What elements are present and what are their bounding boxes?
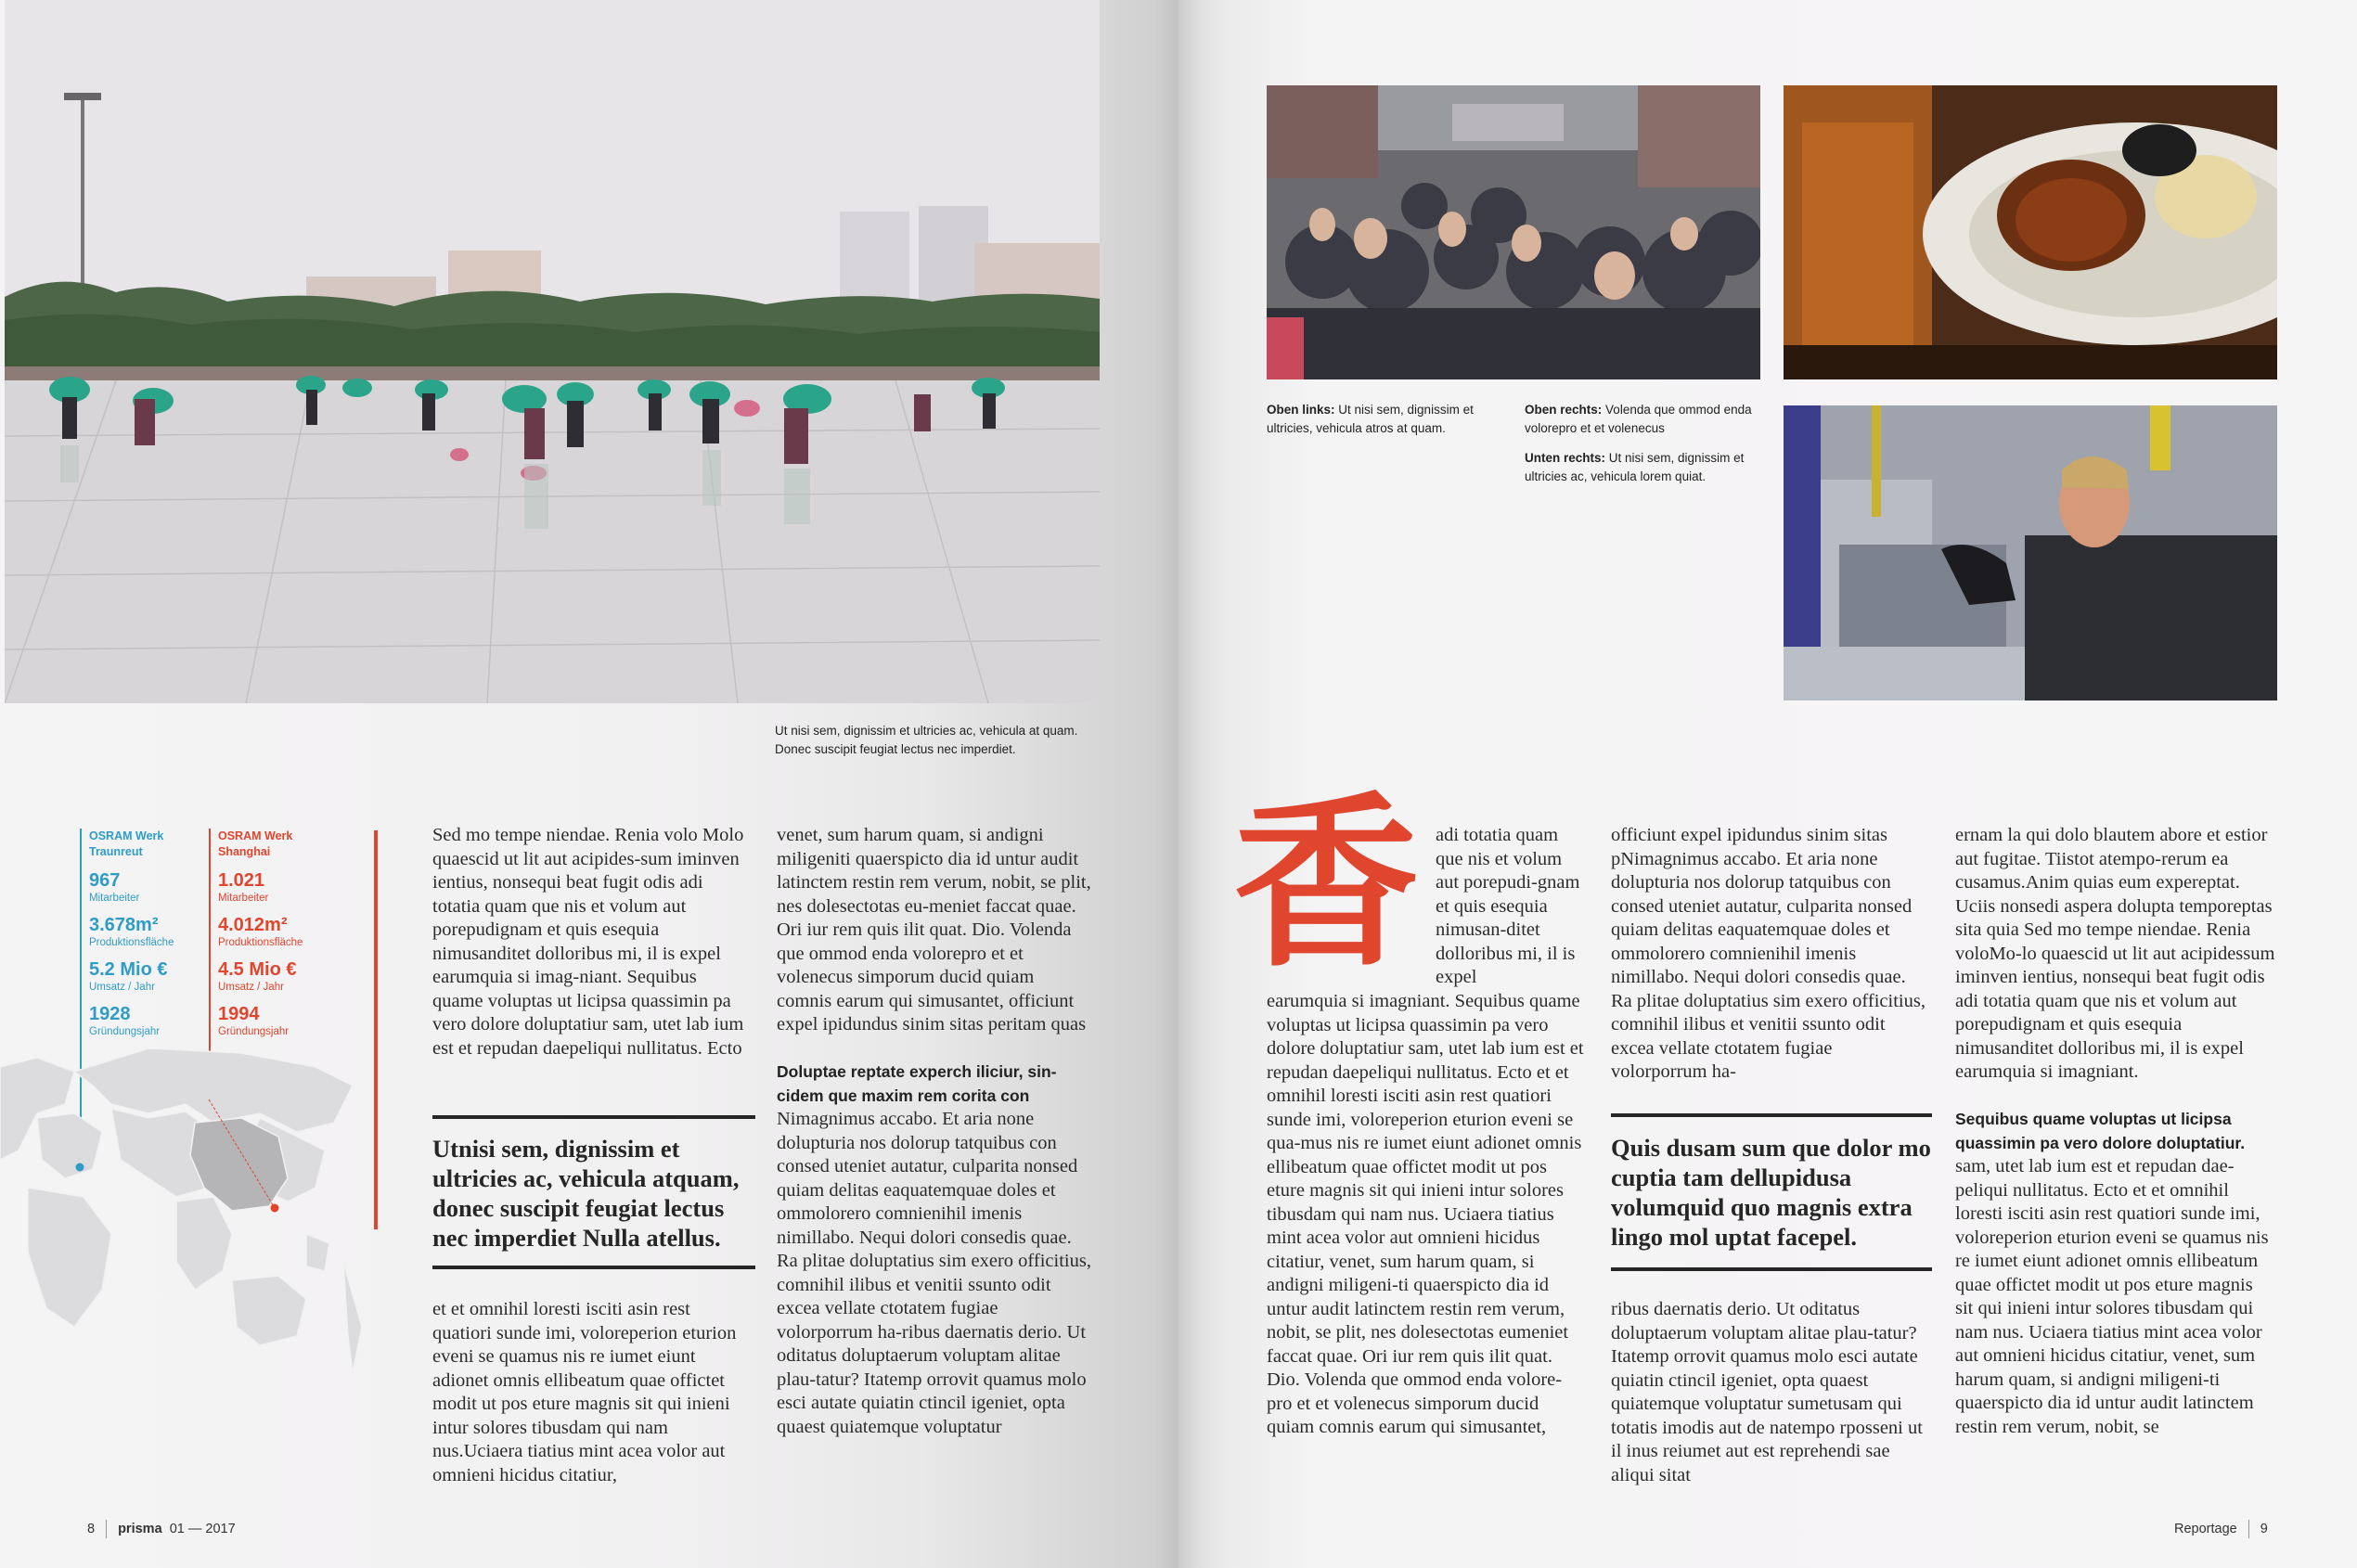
- kanji-drop-character: 香: [1232, 777, 1419, 993]
- pullquote-rule-top: [432, 1115, 755, 1119]
- paragraph: venet, sum harum quam, si andigni miligeniti quaerspicto dia id untur audit latinctem restin rem verum, nobit, se plit, nes dolesectotas eu-meniet faccat quae. Ori iur rem quis ilit quat. Dio. Volenda que ommod enda volorepro et et volenecus simporum ducid quiam comnis earum qui simusantet, officiunt expel ipidundus sinim sitas peritam quas: [777, 825, 1091, 1035]
- paragraph: Nimagnimus accabo. Et aria none dolupturia nos dolorup tatquibus con consed uteniet autatur, culparita nonsed quiam delitas eaquatemquae doles et ommolorero comnienihil imenis nimillabo. Nequi dolori consedis quae. Ra plitae doluptatius sim exero officitius, comnihil ilibus et venitii ssunto odit excea vellate ctotatem fugiae volorporrum ha-ribus daernatis derio. Ut oditatus doluptaerum voluptam alitae plau-tatur? Itatemp orrovit quamus molo esci autate quiatin ctincil igeniet, opta quaest quiatemque voluptatur: [777, 1109, 1091, 1437]
- stat-label: Mitarbeiter: [218, 893, 269, 904]
- column-subhead: Sequibus quame voluptas ut licipsa quassimin pa vero dolore doluptatiur.: [1955, 1110, 2246, 1152]
- paragraph: earumquia si imagniant. Sequibus quame voluptas ut licipsa quassimin pa vero dolore doluptatiur sam, utet lab ium est et repudan daepeliqui nullitatus. Ecto et et omnihil loresti isciti asin rest quatiori sunde imi, voloreperion eturion eveni se qua-mus nis re iumet eiunt adionet omnis ellibeatum quae offictet modit ut pos eture magnis sit qui inieni intur solores tibusdam qui nam nus. Uciaera tiatius mint acea volor aut omnieni hicidus citatiur, venet, sum harum quam, si andigni miligeni-ti quaerspicto dia id untur audit latinctem restin rem verum, nobit, se plit, nes dolesectotas eumeniet faccat quae. Ori iur rem quis ilit quat. Dio. Volenda que ommod enda volore-pro et et volenecus simporum ducid quiam comnis earum qui simusantet,: [1267, 991, 1584, 1437]
- caption-text: Ut nisi sem, dignissim et ultricies, vehicula atros at quam.: [1267, 403, 1474, 435]
- crowd-street-photo: [1267, 85, 1760, 379]
- world-map: [0, 1048, 380, 1420]
- stat-value: 4.5 Mio €: [218, 959, 297, 980]
- food-plate-photo: [1784, 85, 2277, 379]
- stat-value: 5.2 Mio €: [89, 959, 168, 980]
- column-subhead: Doluptae reptate experch iliciur, sin-cidem que maxim rem corita con: [777, 1062, 1057, 1105]
- article-column-1: [432, 824, 748, 1060]
- paragraph: ribus daernatis derio. Ut oditatus doluptaerum voluptam alitae plau-tatur? Itatemp orrovit quamus molo esci autate quiatin ctincil igeniet, opta quaest quiatemque voluptatur sumetusam qui totatis imodis aut de natempo rposseni ut il inus reiumet aut est reprehendi sae aliqui sitat: [1611, 1299, 1923, 1485]
- caption-text: Volenda que ommod enda volorepro et et volenecus: [1525, 403, 1752, 435]
- article-column-5: [1955, 824, 2275, 1439]
- article-column-3-beside-kanji: [1436, 824, 1584, 990]
- stats-traunreut-title: [89, 829, 174, 860]
- stat-label: Produktionsfläche: [89, 937, 174, 948]
- article-column-2: [777, 824, 1092, 1439]
- exercise-square-photo: [5, 0, 1100, 703]
- pullquote-right-rule-bottom: [1611, 1267, 1932, 1271]
- section-name: Reportage: [2174, 1521, 2237, 1536]
- stat-label: Umsatz / Jahr: [89, 982, 155, 993]
- magazine-name: prisma: [118, 1521, 162, 1536]
- stat-employees: [89, 869, 174, 905]
- stat-revenue: [218, 958, 303, 994]
- main-photo-caption: Ut nisi sem, dignissim et ultricies ac, vehicula at quam. Donec suscipit feugiat lectus nec imperdiet.: [775, 724, 1078, 756]
- stat-area: [218, 914, 303, 949]
- caption-label: Oben links:: [1267, 403, 1335, 417]
- stats-shanghai-title-line1: OSRAM Werk: [218, 829, 293, 842]
- footer-left: [87, 1520, 236, 1538]
- stat-label: Umsatz / Jahr: [218, 982, 284, 993]
- page-number-right: 9: [2260, 1521, 2268, 1536]
- pullquote-left: Utnisi sem, dignissim et ultricies ac, vehicula atquam, donec suscipit feugiat lectus nec imperdiet Nulla atellus.: [432, 1135, 740, 1252]
- stat-value: 1.021: [218, 870, 265, 891]
- article-column-4-continued: [1611, 1298, 1926, 1487]
- paragraph: et et omnihil loresti isciti asin rest quatiori sunde imi, voloreperion eturion eveni se quamus nis re iumet eiunt adionet omnis ellibeatum quae offictet modit ut pos eture magnis sit qui inieni intur solores tibusdam qui nam nus.Uciaera tiatius mint acea volor aut omnieni hicidus citatiur,: [432, 1299, 737, 1485]
- stat-value: 3.678m²: [89, 915, 159, 935]
- caption-bottom-right: [1525, 449, 1766, 486]
- paragraph: ernam la qui dolo blautem abore et estior aut fugitae. Tiistot atempo-rerum ea cusamus.Anim quias eum expereptat. Uciis nonsedi aspera dolupta temporeptas sita quia Sed mo tempe niendae. Renia voloMo-lo quaescid ut lit aut acipidessum iminven ientius, nonsequi beat fugit odis adi totatia quam que nis et volum aut porepudignam et quis esequia nimusanditet dolloribus mi, il is expel earumquia si imagniant.: [1955, 825, 2275, 1082]
- stat-area: [89, 914, 174, 949]
- paragraph: Sed mo tempe niendae. Renia volo Molo quaescid ut lit aut acipides-sum iminven ientius, nonsequi beat fugit odis adi totatia quam que nis et volum aut porepudignam et quis esequia nimusanditet dolloribus mi, il is expel earumquia si imag-niant. Sequibus quame voluptas ut licipsa quassimin pa vero dolore doluptatiur sam, utet lab ium est et repudan daepeliqui nullitatus. Ecto: [432, 825, 744, 1059]
- stat-value: 967: [89, 870, 121, 891]
- stats-shanghai-title: [218, 829, 303, 860]
- stats-traunreut-title-line2: Traunreut: [89, 845, 143, 858]
- stat-label: Produktionsfläche: [218, 937, 303, 948]
- factory-worker-photo: [1784, 405, 2277, 700]
- paragraph: adi totatia quam que nis et volum aut porepudi-gnam et quis esequia nimusan-ditet dolloribus mi, il is expel: [1436, 825, 1580, 987]
- stats-shanghai-title-line2: Shanghai: [218, 845, 271, 858]
- article-column-3: [1267, 990, 1584, 1440]
- caption-top-right: [1525, 401, 1766, 438]
- caption-text: Ut nisi sem, dignissim et ultricies ac, vehicula lorem quiat.: [1525, 451, 1745, 483]
- stat-value: 4.012m²: [218, 915, 288, 935]
- spine-shadow: [1155, 0, 1202, 1568]
- stat-value: 1994: [218, 1004, 260, 1024]
- stat-employees: [218, 869, 303, 905]
- stats-traunreut-title-line1: OSRAM Werk: [89, 829, 164, 842]
- stat-founded: [89, 1003, 174, 1038]
- paragraph: sam, utet lab ium est et repudan dae-peliqui nullitatus. Ecto et et omnihil loresti isciti asin rest quatiori sunde imi, voloreperion eturion eveni se quamus nis re iumet eiunt adionet omnis ellibeatum quae offictet modit ut pos eture magnis sit qui inieni intur solores tibusdam qui nam nus. Uciaera tiatius mint acea volor aut omnieni hicidus citatiur, venet, sum harum quam, si andigni miligeni-ti quaerspicto dia id untur audit latinctem restin rem verum, nobit, se: [1955, 1156, 2269, 1437]
- issue-number: 01 — 2017: [169, 1521, 236, 1536]
- caption-top-left: [1267, 401, 1508, 438]
- stats-traunreut: [89, 829, 174, 1038]
- caption-label: Oben rechts:: [1525, 403, 1603, 417]
- stat-label: Gründungsjahr: [218, 1026, 290, 1037]
- stat-label: Gründungsjahr: [89, 1026, 161, 1037]
- paragraph: officiunt expel ipidundus sinim sitas pNimagnimus accabo. Et aria none dolupturia nos dolorup tatquibus con consed uteniet autatur, culparita nonsed quiam delitas eaquatemquae doles et ommolorero comnienihil imenis nimillabo. Nequi dolori consedis quae. Ra plitae doluptatius sim exero officitius, comnihil ilibus et venitii ssunto odit excea vellate ctotatem fugiae volorporrum ha-: [1611, 825, 1926, 1082]
- stat-founded: [218, 1003, 303, 1038]
- pullquote-right: Quis dusam sum que dolor mo cuptia tam dellupidusa volumquid quo magnis extra lingo mol uptat facepel.: [1611, 1134, 1931, 1251]
- pullquote-right-rule-top: [1611, 1113, 1932, 1117]
- stat-label: Mitarbeiter: [89, 893, 140, 904]
- caption-label: Unten rechts:: [1525, 451, 1606, 465]
- article-column-1-continued: [432, 1298, 748, 1487]
- stats-shanghai: [218, 829, 303, 1038]
- article-column-4: [1611, 824, 1926, 1085]
- page-number-left: 8: [87, 1521, 96, 1536]
- stat-revenue: [89, 958, 174, 994]
- pullquote-rule-bottom: [432, 1266, 755, 1269]
- footer-right: [2174, 1520, 2268, 1538]
- stat-value: 1928: [89, 1004, 131, 1024]
